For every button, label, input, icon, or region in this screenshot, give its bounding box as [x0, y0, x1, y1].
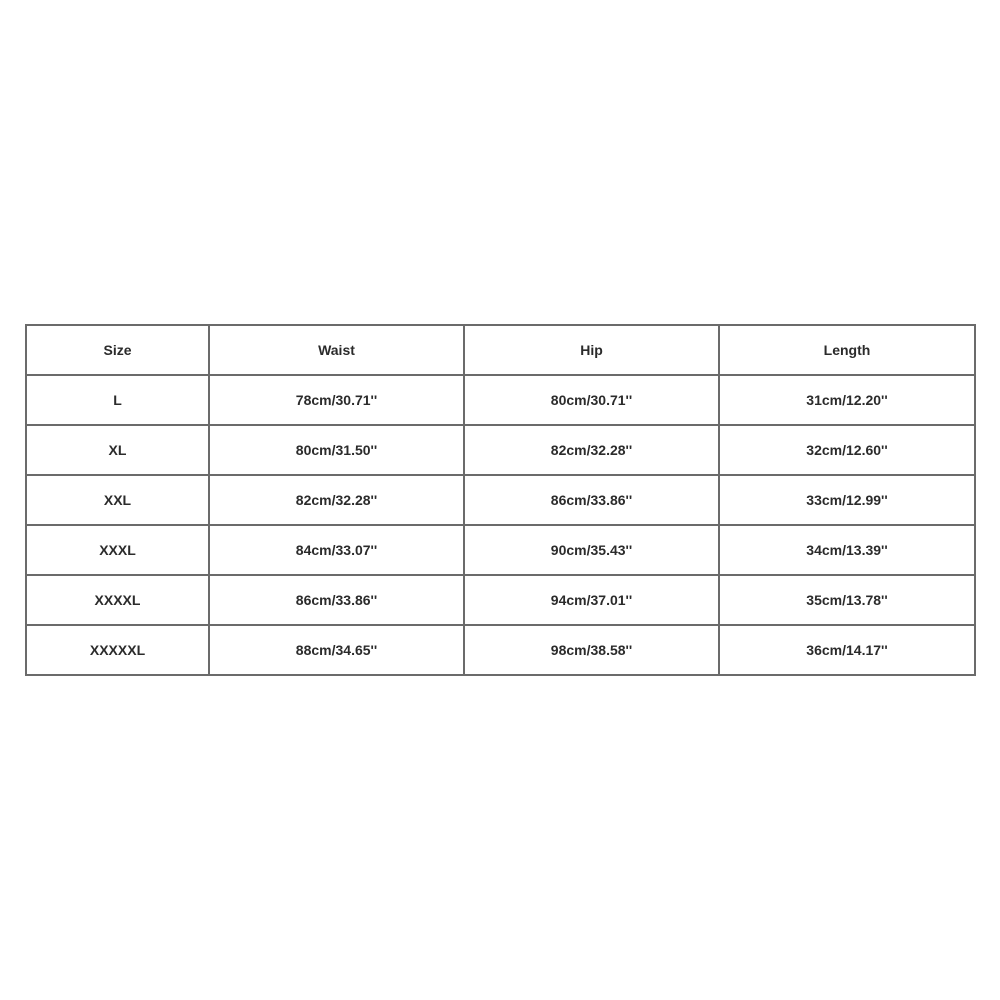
length-cell: 31cm/12.20'' [719, 375, 975, 425]
size-cell: XXXXXL [26, 625, 209, 675]
size-chart-table [25, 324, 976, 676]
length-cell: 34cm/13.39'' [719, 525, 975, 575]
size-cell: XXXXL [26, 575, 209, 625]
hip-cell: 90cm/35.43'' [464, 525, 719, 575]
hip-cell: 98cm/38.58'' [464, 625, 719, 675]
waist-cell: 86cm/33.86'' [209, 575, 464, 625]
length-cell: 35cm/13.78'' [719, 575, 975, 625]
size-cell: XXXL [26, 525, 209, 575]
table-row [26, 575, 975, 625]
waist-cell: 78cm/30.71'' [209, 375, 464, 425]
waist-cell: 80cm/31.50'' [209, 425, 464, 475]
length-cell: 33cm/12.99'' [719, 475, 975, 525]
header-row [26, 325, 975, 375]
table-row [26, 475, 975, 525]
header-cell-length: Length [719, 325, 975, 375]
size-cell: L [26, 375, 209, 425]
waist-cell: 84cm/33.07'' [209, 525, 464, 575]
hip-cell: 82cm/32.28'' [464, 425, 719, 475]
table-row [26, 375, 975, 425]
size-cell: XXL [26, 475, 209, 525]
waist-cell: 88cm/34.65'' [209, 625, 464, 675]
header-cell-size: Size [26, 325, 209, 375]
header-cell-hip: Hip [464, 325, 719, 375]
table-row [26, 625, 975, 675]
size-cell: XL [26, 425, 209, 475]
length-cell: 32cm/12.60'' [719, 425, 975, 475]
table-row [26, 425, 975, 475]
hip-cell: 86cm/33.86'' [464, 475, 719, 525]
hip-cell: 94cm/37.01'' [464, 575, 719, 625]
header-cell-waist: Waist [209, 325, 464, 375]
table-row [26, 525, 975, 575]
hip-cell: 80cm/30.71'' [464, 375, 719, 425]
waist-cell: 82cm/32.28'' [209, 475, 464, 525]
length-cell: 36cm/14.17'' [719, 625, 975, 675]
